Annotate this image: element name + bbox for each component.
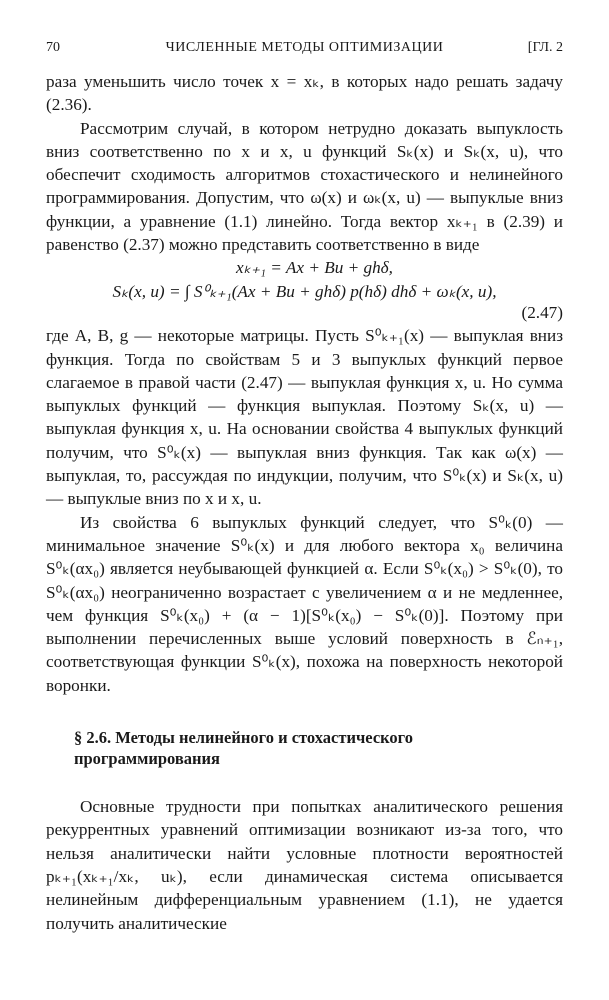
paragraph-3: где A, B, g — некоторые матрицы. Пусть S⁰ₖ₊₁(x) — выпуклая вниз функция. Тогда по свойствам 5 и 3 выпуклых функций первое слагаемое в правой части (2.47) — выпуклая функция x, u. Но сумма выпуклых функций — функция выпуклая. Поэтому Sₖ(x, u) — выпуклая функция x, u. На основании свойства 4 выпуклых функций получим, что S⁰ₖ(x) — выпуклая вниз функция. Так как ω(x) — выпуклая, то, рассуждая по индукции, получим, что S⁰ₖ(x) и Sₖ(x, u) — выпуклые вниз по x и x, u.	[46, 326, 563, 509]
page-body	[46, 70, 563, 935]
section-heading-line-1: § 2.6. Методы нелинейного и стохастического	[74, 728, 414, 748]
page-number: 70	[46, 40, 60, 55]
section-heading-line-2: программирования	[74, 749, 220, 769]
paragraph-1: раза уменьшить число точек x = xₖ, в которых надо решать задачу (2.36).	[46, 72, 563, 115]
formula-cost-function: Sₖ(x, u) = ∫ S⁰ₖ₊₁(Ax + Bu + ghδ) p(hδ) dhδ + ωₖ(x, u),	[112, 281, 497, 301]
paragraph-2: Рассмотрим случай, в котором нетрудно доказать выпуклость вниз соответственно по x и x, u функций Sₖ(x) и Sₖ(x, u), что обеспечит сходимость алгоритмов стохастического и нелинейного программирования. Допустим, что ω(x) и ωₖ(x, u) — выпуклые вниз функции, а уравнение (1.1) линейно. Тогда вектор xₖ₊₁ в (2.39) и равенство (2.37) можно представить соответственно в виде	[46, 118, 563, 255]
chapter-marker: [ГЛ. 2	[527, 40, 563, 55]
running-title: ЧИСЛЕННЫЕ МЕТОДЫ ОПТИМИЗАЦИИ	[165, 40, 444, 55]
formula-state-transition: xₖ₊₁ = Ax + Bu + ghδ,	[236, 258, 393, 278]
paragraph-4: Из свойства 6 выпуклых функций следует, что S⁰ₖ(0) — минимальное значение S⁰ₖ(x) и для любого вектора x₀ величина S⁰ₖ(αx₀) является неубывающей функцией α. Если S⁰ₖ(x₀) > S⁰ₖ(0), то S⁰ₖ(αx₀) неограниченно возрастает с увеличением α и не медленнее, чем функция S⁰ₖ(x₀) + (α − 1)[S⁰ₖ(x₀) − S⁰ₖ(0)]. Поэтому при выполнении перечисленных выше условий поверхность в ℰₙ₊₁, соответствующая функции S⁰ₖ(x), похожа на поверхность некоторой воронки.	[46, 512, 563, 695]
section-heading	[46, 727, 563, 769]
equation-number: (2.47)	[521, 302, 563, 322]
running-header	[46, 40, 563, 62]
paragraph-5: Основные трудности при попытках аналитического решения рекуррентных уравнений оптимизации возникают из-за того, что нельзя аналитически найти условные плотности вероятностей pₖ₊₁(xₖ₊₁/xₖ, uₖ), если динамическая система описывается нелинейным дифференциальным уравнением (1.1), не удается получить аналитические	[46, 797, 563, 933]
